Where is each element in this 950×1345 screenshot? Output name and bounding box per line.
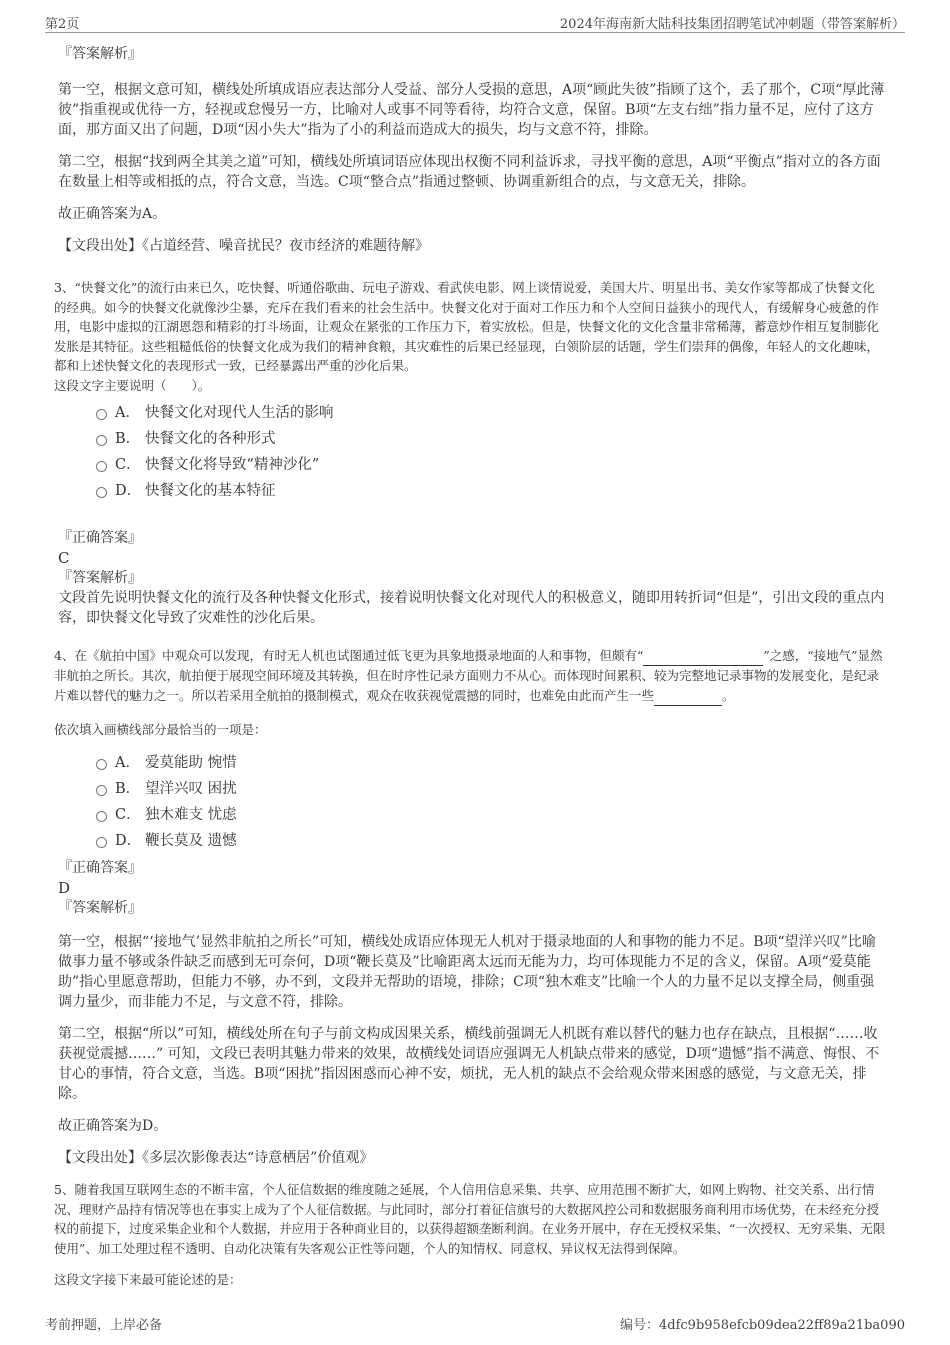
radio-icon[interactable]: [96, 837, 107, 848]
option-text: 快餐文化将导致“精神沙化”: [145, 456, 320, 473]
radio-icon[interactable]: [96, 435, 107, 446]
option-text: 快餐文化的各种形式: [145, 430, 276, 447]
option-list: [96, 750, 886, 854]
option-c[interactable]: [96, 452, 886, 478]
analysis-paragraph: 第一空，根据文意可知，横线处所填成语应表达部分人受益、部分人受损的意思，A项“顾此失彼”指顾了这个，丢了那个，C项“厚此薄彼”指重视或优待一方，轻视或怠慢另一方，比喻对人或事不同等看待，均符合文意，保留。B项“左支右绌”指力量不足，应付了这方面，那方面又出了问题，D项“因小失大”指为了小的利益而造成大的损失，均与文意不符，排除。: [58, 82, 885, 138]
option-d[interactable]: [96, 478, 886, 504]
option-letter: C．: [115, 806, 141, 823]
option-a[interactable]: [96, 400, 886, 426]
option-d[interactable]: [96, 828, 886, 854]
passage-source: 【文段出处】《多层次影像表达“诗意栖居”价值观》: [58, 1149, 374, 1166]
question-prompt: 依次填入画横线部分最恰当的一项是：: [54, 722, 267, 738]
answer-analysis-label: 『答案解析』: [58, 46, 142, 62]
radio-icon[interactable]: [96, 487, 107, 498]
option-c[interactable]: [96, 802, 886, 828]
option-letter: C．: [115, 456, 141, 473]
fill-blank-1: [643, 646, 763, 667]
correct-answer-label: 『正确答案』: [58, 859, 142, 876]
option-text: 鞭长莫及 遗憾: [145, 832, 237, 849]
option-letter: D．: [115, 832, 142, 849]
analysis-paragraph: 文段首先说明快餐文化的流行及各种快餐文化形式，接着说明快餐文化对现代人的积极意义，随即用转折词“但是”，引出文段的重点内容，即快餐文化导致了灾难性的沙化后果。: [58, 589, 885, 626]
document-title: 2024年海南新大陆科技集团招聘笔试冲刺题（带答案解析）: [559, 17, 905, 32]
option-text: 独木难支 忧虑: [145, 806, 237, 823]
option-text: 爱莫能助 惋惜: [145, 754, 237, 771]
option-list: [96, 400, 886, 504]
answer-analysis-label: 『答案解析』: [58, 899, 142, 916]
option-letter: A．: [115, 754, 140, 771]
radio-icon[interactable]: [96, 811, 107, 822]
correct-answer: D: [58, 878, 71, 897]
radio-icon[interactable]: [96, 461, 107, 472]
option-b[interactable]: [96, 426, 886, 452]
question-stem: 5、随着我国互联网生态的不断丰富，个人征信数据的维度随之延展，个人信用信息采集、共享、应用范围不断扩大，如网上购物、社交关系、出行情况、理财产品持有情况等也在事实上成为了个人征信数据。与此同时，部分打着征信旗号的大数据风控公司和数据服务商利用市场优势，在未经充分授权的前提下，过度采集企业和个人数据，并应用于各种商业目的，以获得超额垄断利润。在业务开展中，存在无授权采集、“一次授权、无穷采集、无限使用”、加工处理过程不透明、自动化决策有失客观公正性等问题，个人的知情权、同意权、异议权无法得到保障。: [54, 1181, 886, 1256]
answer-conclusion: 故正确答案为D。: [58, 1117, 168, 1134]
question-text: 4、在《航拍中国》中观众可以发现，有时无人机也试图通过低飞更为具象地摄录地面的人和事物，但颇有“: [54, 647, 644, 663]
option-letter: B．: [115, 430, 141, 447]
analysis-paragraph: 第二空，根据“找到两全其美之道”可知，横线处所填词语应体现出权衡不同利益诉求，寻找平衡的意思，A项“平衡点”指对立的各方面在数量上相等或相抵的点，符合文意，当选。C项“整合点”指通过整顿、协调重新组合的点，与文意无关，排除。: [58, 154, 881, 190]
answer-conclusion: 故正确答案为A。: [58, 206, 167, 222]
option-text: 快餐文化对现代人生活的影响: [145, 404, 334, 421]
option-text: 望洋兴叹 困扰: [145, 780, 237, 797]
option-a[interactable]: [96, 750, 886, 776]
question-text: 。: [722, 687, 735, 703]
footer-slogan: 考前押题，上岸必备: [45, 1318, 163, 1333]
document-body: [54, 44, 886, 1290]
option-text: 快餐文化的基本特征: [145, 482, 276, 499]
correct-answer-label: 『正确答案』: [58, 529, 142, 546]
option-letter: D．: [115, 482, 142, 499]
page-header: [45, 12, 905, 33]
analysis-paragraph: 第一空，根据“‘接地气’显然非航拍之所长”可知，横线处成语应体现无人机对于摄录地面的人和事物的能力不足。B项“望洋兴叹”比喻做事力量不够或条件缺乏而感到无可奈何，D项“鞭长莫及”比喻距离太远而无能为力，均可体现能力不足的含义，保留。A项“爱莫能助”指心里愿意帮助，但能力不够，办不到，文段并无帮助的语境，排除；C项“独木难支”比喻一个人的力量不足以支撑全局，侧重强调力量少，而非能力不足，与文意不符，排除。: [58, 933, 876, 1010]
radio-icon[interactable]: [96, 409, 107, 420]
fill-blank-2: [654, 686, 722, 707]
question-prompt: 这段文字主要说明（ ）。: [54, 377, 211, 393]
correct-answer: C: [58, 548, 70, 567]
question-stem: [54, 646, 886, 707]
question-stem: 3、“快餐文化”的流行由来已久，吃快餐、听通俗歌曲、玩电子游戏、看武侠电影、网上谈情说爱，美国大片、明星出书、美女作家等都成了快餐文化的经典。如今的快餐文化就像沙尘暴，充斥在我们看来的社会生活中。快餐文化对于面对工作压力和个人空间日益狭小的现代人，有缓解身心疲惫的作用，电影中虚拟的江湖恩怨和精彩的打斗场面，让观众在紧张的工作压力下，着实放松。但是，快餐文化的文化含量非常稀薄，蓄意炒作相互复制膨化发胀是其特征。这些粗糙低俗的快餐文化成为我们的精神食粮，其灾难性的后果已经显现，白领阶层的话题，学生们崇拜的偶像，年轻人的文化趣味，都和上述快餐文化的表现形式一致，已经暴露出严重的沙化后果。: [54, 280, 880, 374]
radio-icon[interactable]: [96, 759, 107, 770]
question-prompt: 这段文字接下来最可能论述的是：: [54, 1272, 242, 1288]
analysis-paragraph: 第二空，根据“所以”可知，横线处所在句子与前文构成因果关系，横线前强调无人机既有难以替代的魅力也存在缺点，且根据“……收获视觉震撼……” 可知，文段已表明其魅力带来的效果，故横线处词语应强调无人机缺点带来的感觉，D项“遗憾”指不满意、悔恨、不甘心的事情，符合文意，当选。B项“困扰”指因困惑而心神不安，烦扰，无人机的缺点不会给观众带来困惑的感觉，与文意无关，排除。: [58, 1025, 880, 1102]
radio-icon[interactable]: [96, 785, 107, 796]
page-number: 第2页: [45, 17, 80, 32]
question-text: ”之感，“接地气”显然非航拍之所长。其次，航拍便于展现空间环境及其转换，但在时序性记录方面则力不从心。而体现时间累积、较为完整地记录事物的发展变化，是纪录片难以替代的魅力之一。所以若采用全航拍的摄制模式，观众在收获视觉震撼的同时，也难免由此而产生一些: [54, 647, 883, 703]
option-b[interactable]: [96, 776, 886, 802]
passage-source: 【文段出处】《占道经营、噪音扰民？夜市经济的难题待解》: [58, 238, 429, 254]
option-letter: B．: [115, 780, 141, 797]
document-id: 编号：4dfc9b958efcb09dea22ff89a21ba090: [619, 1318, 905, 1333]
answer-analysis-label: 『答案解析』: [58, 569, 142, 586]
option-letter: A．: [115, 404, 140, 421]
